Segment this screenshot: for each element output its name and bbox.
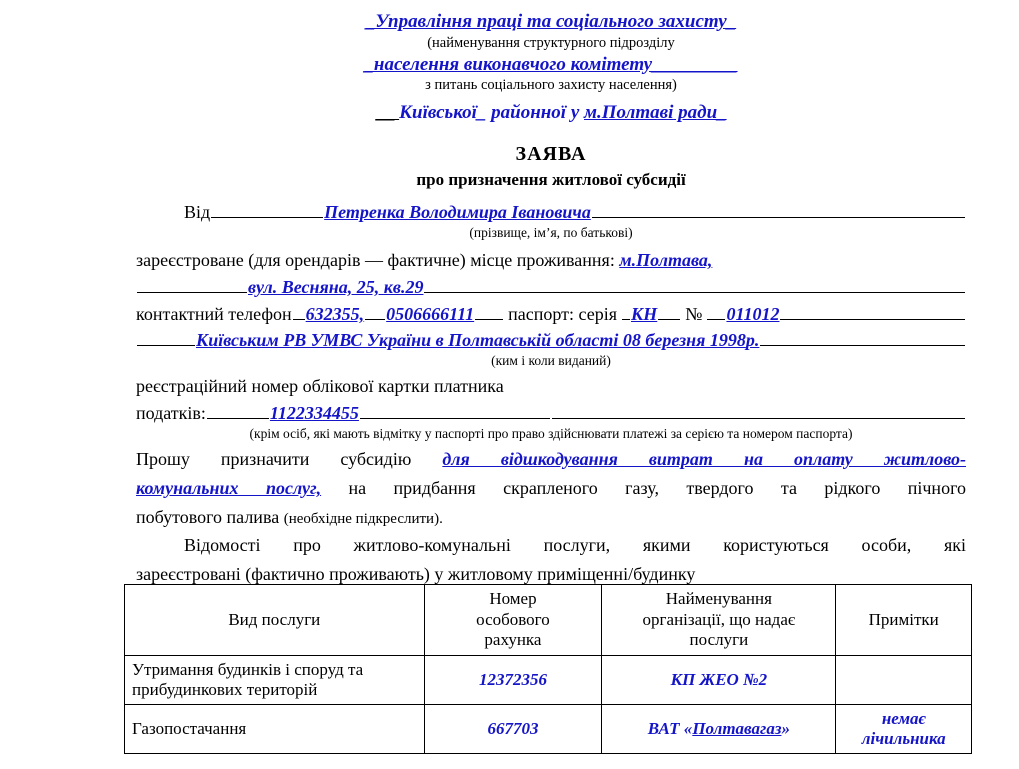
passport-number: 011012 xyxy=(726,304,780,325)
cell-organization xyxy=(602,656,836,705)
issued-by-text: Київським РВ УМВС України в Полтавській області 08 березня 1998 xyxy=(196,330,746,351)
applicant-label: Від xyxy=(184,201,211,222)
passport-rule-4 xyxy=(780,302,965,320)
header-org-1: _Управління праці та соціального захисту_ xyxy=(365,11,737,32)
contact-rule-3 xyxy=(475,302,503,320)
registration-rule-right xyxy=(424,275,965,293)
header-org-2: _населення виконавчого комітету_________ xyxy=(364,53,738,75)
header-caption-2: з питань соціального захисту населення) xyxy=(425,77,677,94)
registration-line-2 xyxy=(136,275,966,298)
contact-rule-2 xyxy=(365,302,385,320)
cell-organization-name: Полтавагаз xyxy=(692,719,782,739)
passport-series: КН xyxy=(631,304,658,325)
cell-notes-line2: лічильника xyxy=(861,729,946,749)
header-organization-line2: організації, що надає xyxy=(642,609,796,629)
header-service: Вид послуги xyxy=(125,585,425,656)
request-line3-note: (необхідне підкреслити). xyxy=(283,511,443,528)
cell-notes xyxy=(836,705,972,754)
services-table-head xyxy=(125,585,972,656)
passport-number-label: № xyxy=(685,304,703,325)
cell-service xyxy=(125,656,425,705)
issued-by-row xyxy=(136,328,966,351)
issued-rule-right xyxy=(760,328,965,346)
header-organization-line3: послуги xyxy=(689,630,749,650)
table-row xyxy=(125,656,972,705)
header-notes: Примітки xyxy=(836,585,972,656)
cell-service-line1: Газопостачання xyxy=(132,719,247,739)
cell-service xyxy=(125,705,425,754)
cell-account-value: 667703 xyxy=(487,719,539,739)
taxcard-label: податків: xyxy=(136,403,206,424)
document-subtitle: про призначення житлової субсидії xyxy=(416,169,686,189)
header-block xyxy=(136,10,966,125)
header-line-1 xyxy=(136,10,966,34)
cell-organization xyxy=(602,705,836,754)
registration-value-1: м.Полтава, xyxy=(619,250,713,271)
request-rest-2: на придбання скрапленого газу, твердого та рідкого пічного xyxy=(321,478,966,499)
applicant-rule-left xyxy=(211,200,323,218)
contact-label: контактний телефон xyxy=(136,304,292,325)
header-line3-fill-underlined: м.Полтаві xyxy=(584,102,674,124)
header-line3-fill: Київської_ районної у xyxy=(399,102,585,124)
contact-row xyxy=(136,302,966,325)
header-line3-suffix: ради_ xyxy=(673,102,727,124)
services-table-body xyxy=(125,656,972,754)
table-row xyxy=(125,705,972,754)
header-line-3 xyxy=(136,101,966,125)
request-highlight-2: комунальних послуг, xyxy=(136,478,322,499)
request-highlight-1: для відшкодування витрат на оплату житлово- xyxy=(442,449,966,470)
header-account-line3: рахунка xyxy=(484,630,542,650)
cell-account xyxy=(424,656,602,705)
taxcard-value: 1122334455 xyxy=(269,403,359,424)
cell-organization-suffix: » xyxy=(781,719,790,739)
header-organization-line1: Найменування xyxy=(665,589,772,608)
header-account-line1: Номер xyxy=(489,589,537,608)
header-line-2 xyxy=(136,53,966,77)
cell-organization-value: КП ЖЕО №2 xyxy=(670,670,768,690)
registration-value-2: вул. Весняна, 25, кв.29 xyxy=(248,277,424,298)
taxcard-line-2 xyxy=(136,401,966,424)
header-organization xyxy=(602,585,836,656)
table-header-row xyxy=(125,585,972,656)
info-line-1 xyxy=(136,534,966,558)
issued-caption: (ким і коли виданий) xyxy=(491,353,611,369)
cell-service-line1: Утримання будинків і споруд та xyxy=(132,660,364,680)
info-text-1: Відомості про житлово-комунальні послуги, якими користуються особи, які xyxy=(184,535,966,556)
taxcard-rule-left xyxy=(207,401,269,419)
passport-rule-3 xyxy=(707,302,725,320)
cell-notes xyxy=(836,656,972,705)
passport-rule-1 xyxy=(622,302,630,320)
header-account xyxy=(424,585,602,656)
applicant-row xyxy=(136,200,966,223)
applicant-caption: (прізвище, ім’я, по батькові) xyxy=(469,224,633,240)
header-line3-prefix: __ xyxy=(375,102,400,124)
header-caption-1: (найменування структурного підрозділу xyxy=(427,34,675,51)
registration-line-1 xyxy=(136,249,966,273)
document-title: ЗАЯВА xyxy=(515,142,587,165)
contact-phone-2: 0506666111 xyxy=(386,304,475,325)
document-body xyxy=(136,10,966,587)
applicant-name: Петренка Володимира Івановича xyxy=(324,201,591,222)
registration-rule-left xyxy=(137,275,247,293)
services-table xyxy=(124,584,972,754)
contact-rule-1 xyxy=(293,302,305,320)
request-line-1 xyxy=(136,448,966,472)
taxcard-rule-mid xyxy=(360,401,550,419)
applicant-rule-right xyxy=(592,200,965,218)
taxcard-rule-right xyxy=(552,401,965,419)
issued-rule-left xyxy=(137,328,195,346)
passport-rule-2 xyxy=(658,302,680,320)
request-line3-text: побутового палива xyxy=(136,507,280,528)
taxcard-line-1: реєстраційний номер облікової картки платника xyxy=(136,376,504,397)
request-line-2 xyxy=(136,477,966,501)
issued-by-date-suffix: р. xyxy=(745,330,760,351)
contact-phone-1: 632355, xyxy=(305,304,365,325)
registration-text: зареєстроване (для орендарів — фактичне) місце проживання: xyxy=(136,250,615,271)
cell-account-value: 12372356 xyxy=(478,670,547,690)
request-line-3 xyxy=(136,506,966,530)
request-lead: Прошу призначити субсидію xyxy=(136,449,412,470)
cell-organization-prefix: ВАТ « xyxy=(647,719,693,739)
taxcard-caption: (крім осіб, які мають відмітку у паспорті про право здійснювати платежі за серією та номером паспорта) xyxy=(249,426,853,442)
cell-account xyxy=(424,705,602,754)
header-account-line2: особового xyxy=(476,609,550,629)
info-line-2: зареєстровані (фактично проживають) у житловому приміщенні/будинку xyxy=(136,564,696,585)
passport-label: паспорт: серія xyxy=(508,304,618,325)
cell-service-line2: прибудинкових територій xyxy=(132,680,318,700)
cell-notes-line1: немає xyxy=(881,709,926,729)
